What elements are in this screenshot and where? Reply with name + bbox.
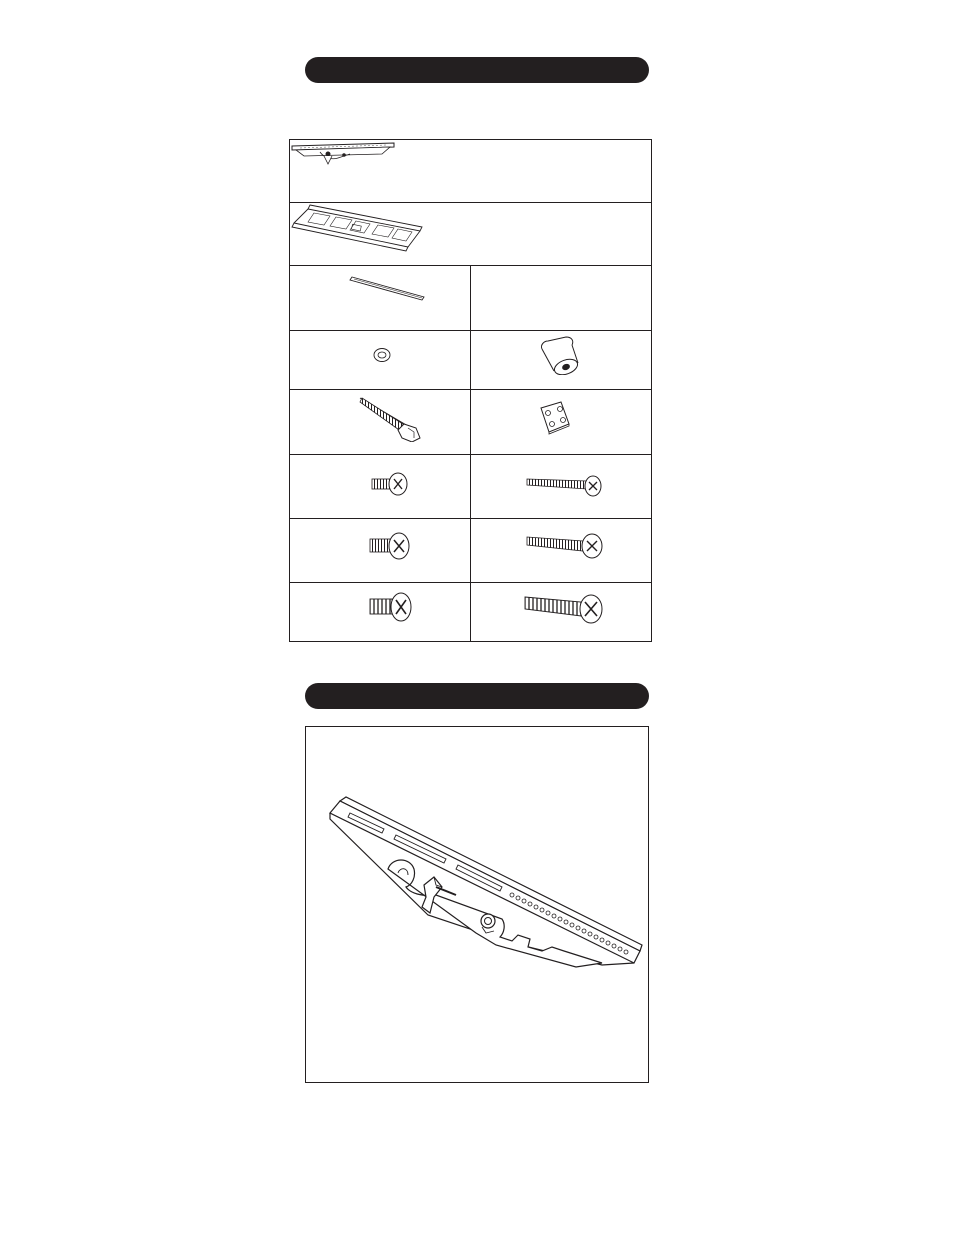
mounting-rail-icon [290,203,425,253]
parts-cell [471,519,651,582]
long-screw-small-icon [525,471,605,499]
parts-row [290,203,651,266]
parts-cell [290,455,470,518]
parts-cell [471,583,651,641]
washer-icon [372,345,392,365]
parts-cell [471,455,651,518]
parts-cell [290,390,470,454]
short-screw-small-icon [370,469,410,499]
bracket-illustration-frame [305,726,649,1083]
long-screw-medium-icon [525,529,605,561]
parts-cell [290,519,470,582]
parts-cell [290,266,470,330]
parts-row [290,140,651,203]
parts-cell [290,331,470,389]
short-screw-medium-icon [368,529,412,563]
wall-plate-bracket-icon [290,140,398,168]
tilt-bracket-assembly-icon [306,727,650,1084]
parts-table [289,139,652,642]
spacer-bar-icon [348,274,428,302]
spacer-sleeve-icon [536,335,584,375]
short-screw-large-icon [368,589,414,625]
parts-section-header-bar [305,57,649,83]
nut-plate-icon [537,400,573,436]
parts-cell [471,331,651,389]
long-screw-large-icon [523,591,605,627]
parts-table-column-divider [470,266,471,641]
bracket-section-header-bar [305,683,649,709]
parts-cell [290,583,470,641]
parts-cell-empty [471,266,651,330]
lag-bolt-icon [358,396,426,442]
parts-cell [471,390,651,454]
